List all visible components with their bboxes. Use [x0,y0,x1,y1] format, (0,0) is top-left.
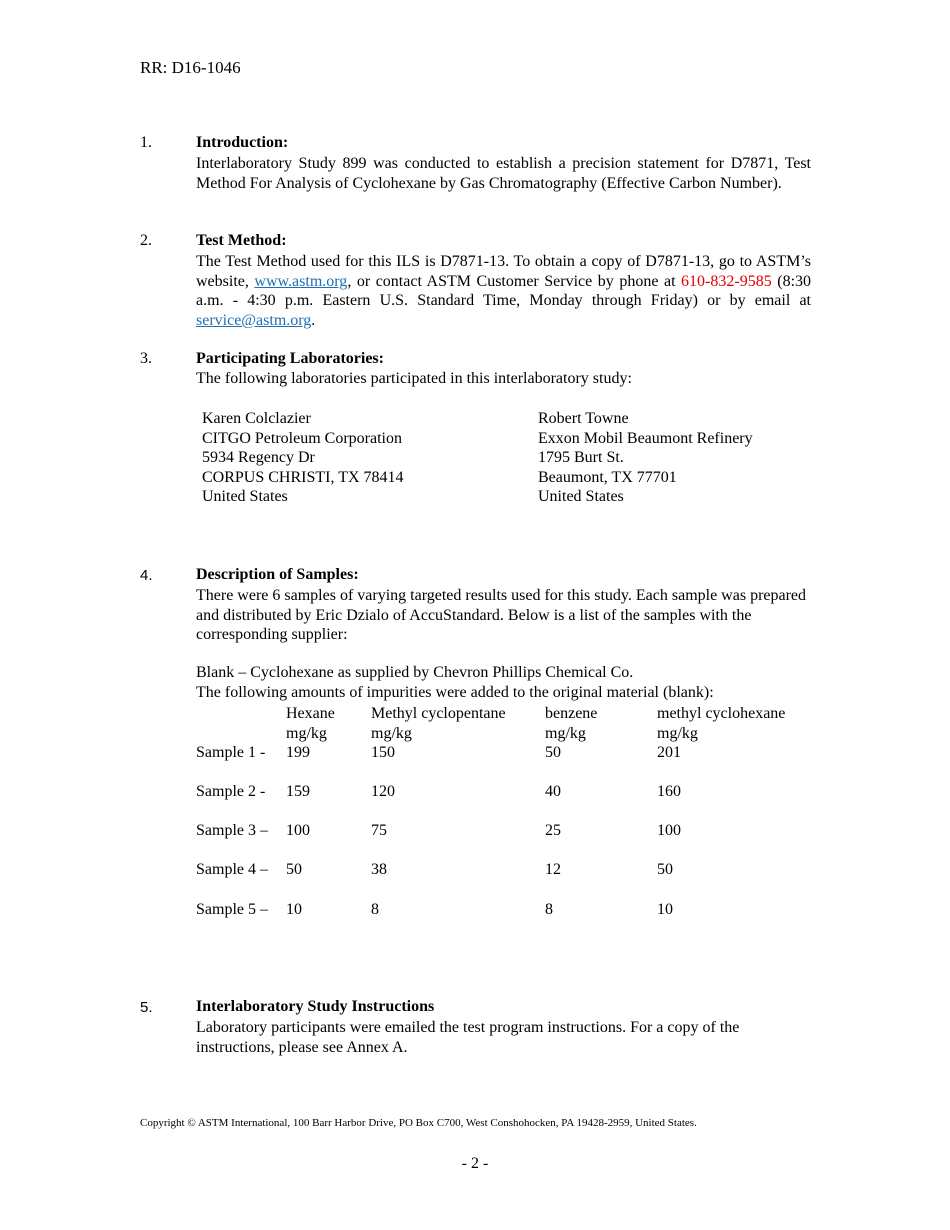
table-cell: 100 [286,822,310,839]
table-cell: 201 [657,744,681,761]
section-text: Interlaboratory Study 899 was conducted to establish a precision statement for D7871, Test Method For Analysis of Cyclohexane by Gas Chromatography (Effective Carbon Number). [196,155,811,192]
table-cell: 10 [286,901,302,918]
table-cell: 100 [657,822,681,839]
phone-number: 610-832-9585 [681,272,772,290]
impurities-description: The following amounts of impurities were added to the original material (blank): [196,684,714,701]
table-cell: 50 [657,861,673,878]
lab-country: United States [538,488,624,506]
lab-street: 5934 Regency Dr [202,449,315,467]
table-cell: 25 [545,822,561,839]
table-cell: 8 [545,901,553,918]
table-cell: 38 [371,861,387,878]
column-unit: mg/kg [286,725,327,742]
text-part: , or contact ASTM Customer Service by phone at [347,272,682,290]
lab-address-2 [538,409,753,507]
row-label: Sample 1 - [196,744,266,761]
table-cell: 120 [371,783,395,800]
astm-website-link[interactable]: www.astm.org [254,272,348,290]
lab-contact-name: Robert Towne [538,410,629,427]
section-title: Interlaboratory Study Instructions [196,998,435,1015]
table-cell: 50 [545,744,561,761]
column-unit: mg/kg [371,725,412,742]
table-cell: 40 [545,783,561,800]
table-cell: 50 [286,861,302,878]
column-header: Hexane [286,705,335,722]
column-header: Methyl cyclopentane [371,705,506,722]
section-number: 4. [140,567,153,584]
section-text: Laboratory participants were emailed the test program instructions. For a copy of the instructions, please see Annex A. [196,1019,740,1056]
table-cell: 150 [371,744,395,761]
row-label: Sample 2 - [196,783,266,800]
table-cell: 160 [657,783,681,800]
row-label: Sample 4 – [196,861,268,878]
section-title: Description of Samples: [196,566,359,583]
section-text [196,252,811,330]
lab-address-1 [202,409,404,507]
row-label: Sample 5 – [196,901,268,918]
text-part: The Test Method used for this ILS is D7871-13. To obtain a copy of D7871-13, go to ASTM’s website, [196,253,811,290]
column-header: benzene [545,705,598,722]
text-part: . [311,311,316,329]
table-cell: 75 [371,822,387,839]
lab-organization: Exxon Mobil Beaumont Refinery [538,429,753,447]
column-unit: mg/kg [657,725,698,742]
section-number: 2. [140,232,152,249]
column-unit: mg/kg [545,725,586,742]
section-title: Test Method: [196,232,287,249]
section-text: The following laboratories participated in this interlaboratory study: [196,370,632,387]
section-number: 1. [140,134,152,151]
section-number: 3. [140,350,152,367]
section-title: Introduction: [196,134,289,151]
lab-country: United States [202,488,288,506]
column-header: methyl cyclohexane [657,705,786,722]
row-label: Sample 3 – [196,822,268,839]
text-part: (8:30 a.m. - 4:30 p.m. Eastern U.S. Standard Time, Monday through Friday) or by email at [196,272,812,310]
section-title: Participating Laboratories: [196,350,384,367]
service-email-link[interactable]: service@astm.org [196,311,312,329]
blank-description: Blank – Cyclohexane as supplied by Chevron Phillips Chemical Co. [196,664,634,681]
table-cell: 8 [371,901,379,918]
page-number: - 2 - [461,1155,489,1172]
lab-contact-name: Karen Colclazier [202,410,311,427]
section-text: There were 6 samples of varying targeted results used for this study. Each sample was prepared and distributed by Eric Dzialo of AccuStandard. Below is a list of the samples with the corresponding supplier: [196,587,807,644]
lab-street: 1795 Burt St. [538,449,624,467]
section-number: 5. [140,999,153,1016]
report-id-header: RR: D16-1046 [140,58,241,77]
table-cell: 10 [657,901,673,918]
table-cell: 12 [545,861,561,878]
table-cell: 199 [286,744,310,761]
lab-city-state: Beaumont, TX 77701 [538,468,677,486]
table-cell: 159 [286,783,310,800]
copyright-footer: Copyright © ASTM International, 100 Barr Harbor Drive, PO Box C700, West Conshohocken, PA 19428-2959, United States. [140,1117,697,1129]
lab-organization: CITGO Petroleum Corporation [202,429,402,447]
lab-city-state: CORPUS CHRISTI, TX 78414 [202,468,404,486]
